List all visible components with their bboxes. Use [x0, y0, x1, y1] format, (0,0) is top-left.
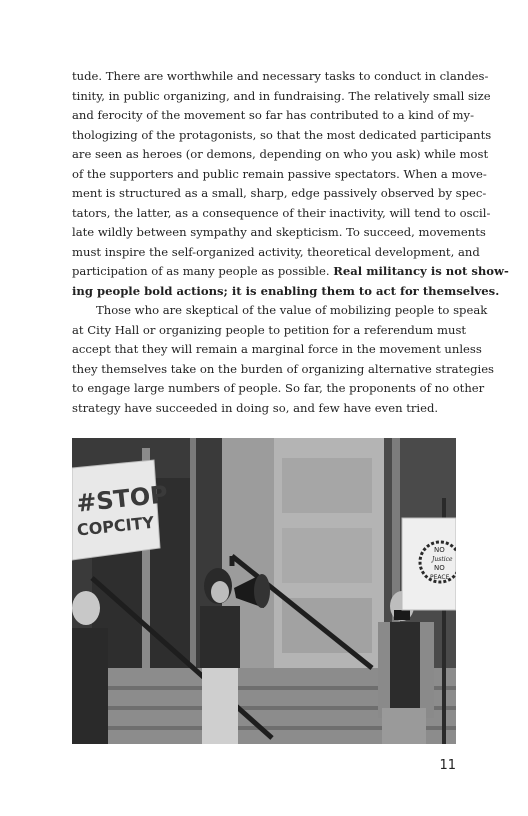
text-line: strategy have succeeded in doing so, and few have even tried. — [72, 400, 439, 415]
text-line: must inspire the self-organized activity, theoretical development, and — [72, 244, 480, 259]
text-line: are seen as heroes (or demons, depending on who you ask) while most — [72, 147, 489, 161]
text-line: late wildly between sympathy and skepticism. To succeed, movements — [72, 225, 486, 239]
emphasis-text: Real militancy is not show- — [333, 264, 509, 278]
paragraph-1 — [72, 67, 509, 301]
stop-cop-city-sign — [72, 460, 169, 560]
body-text — [72, 67, 509, 418]
text-line — [72, 282, 500, 302]
text-line: at City Hall or organizing people to petition for a referendum must — [72, 322, 467, 337]
text-line: tinity, in public organizing, and in fundraising. The relatively small size — [72, 88, 491, 103]
text-line: tude. There are worthwhile and necessary tasks to conduct in clandes- — [72, 69, 489, 83]
page-number: 11 — [439, 758, 456, 773]
text-line: Those who are skeptical of the value of mobilizing people to speak — [96, 303, 488, 317]
text-line: they themselves take on the burden of organizing alternative strategies — [72, 361, 495, 376]
text-line: thologizing of the protagonists, so that the most dedicated participants — [72, 127, 492, 142]
svg-text:#STOP: #STOP — [74, 480, 170, 518]
svg-text:PEACE: PEACE — [430, 574, 450, 581]
svg-text:NO: NO — [434, 564, 445, 572]
text-line: tators, the latter, as a consequence of their inactivity, will tend to oscil- — [72, 205, 491, 220]
svg-text:NO: NO — [434, 546, 445, 554]
emphasis-text: ing people bold actions; it is enabling them to act for themselves. — [72, 283, 500, 298]
text-line: and ferocity of the movement so far has contributed to a kind of my- — [72, 108, 475, 122]
paragraph-2 — [72, 301, 495, 418]
text-line: to engage large numbers of people. So far, the proponents of no other — [72, 381, 485, 395]
text-line: of the supporters and public remain passive spectators. When a move- — [72, 166, 487, 181]
text-line: participation of as many people as possible. Real militancy is not show- — [72, 264, 509, 278]
protest-photo — [72, 438, 456, 744]
text-line: ment is structured as a small, sharp, edge passively observed by spec- — [72, 186, 487, 200]
svg-text:COPCITY: COPCITY — [76, 512, 155, 540]
text-line: accept that they will remain a marginal force in the movement unless — [72, 342, 482, 356]
svg-text:Justice: Justice — [432, 556, 453, 563]
